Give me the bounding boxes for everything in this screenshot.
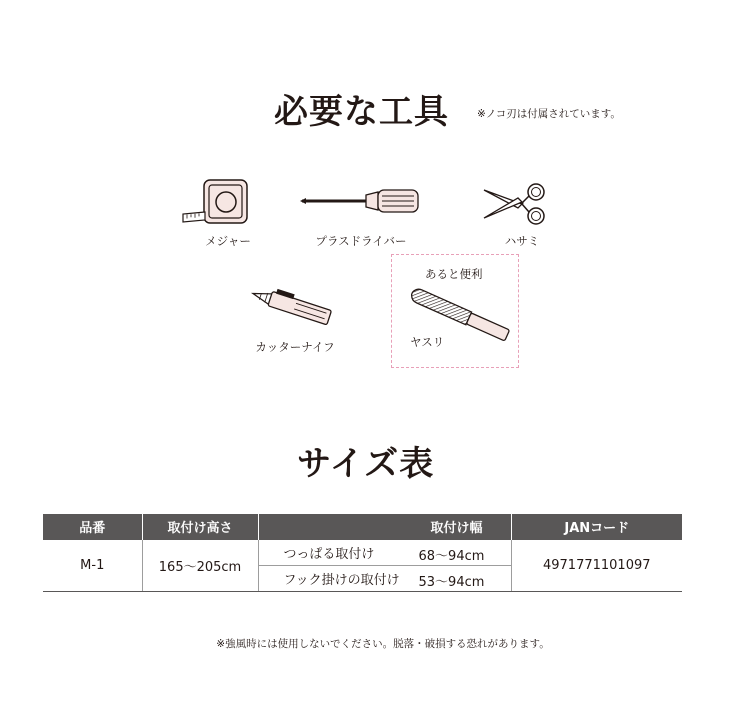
table-row [43,540,682,566]
cell-jan-code: 4971771101097 [511,540,682,592]
tool-label-screwdriver: プラスドライバー [315,234,407,248]
size-table [43,514,682,592]
width-method-tension: つっぱる取付け [283,547,375,562]
size-table-header-row [43,514,682,540]
footer-warning-note: ※強風時には使用しないでください。脱落・破損する恐れがあります。 [216,638,550,650]
width-range-hook: 53〜94cm [418,575,485,590]
cell-width-tension [258,540,511,566]
size-table-title: サイズ表 [297,444,435,484]
header-install-height: 取付け高さ [142,514,258,540]
tape-measure-icon [176,178,252,226]
tool-label-scissors: ハサミ [504,234,540,248]
scissors-icon [482,182,550,226]
header-install-width [258,514,511,540]
width-method-hook: フック掛けの取付け [283,573,400,588]
tool-label-tape-measure: メジャー [205,234,251,248]
header-model: 品番 [43,514,142,540]
cell-width-hook [258,566,511,592]
optional-tool-heading: あると便利 [425,267,483,281]
cell-install-height: 165〜205cm [142,540,258,592]
header-install-width-label: 取付け幅 [430,521,483,536]
header-jan-code: JANコード [511,514,682,540]
blade-included-note: ※ノコ刃は付属されています。 [477,108,621,120]
width-range-tension: 68〜94cm [418,549,485,564]
cutter-knife-icon [248,288,334,330]
screwdriver-icon [298,186,424,216]
tools-title: 必要な工具 [274,92,449,132]
cell-model: M-1 [43,540,142,592]
tool-label-cutter-knife: カッターナイフ [255,340,335,354]
tool-label-file: ヤスリ [410,335,445,349]
